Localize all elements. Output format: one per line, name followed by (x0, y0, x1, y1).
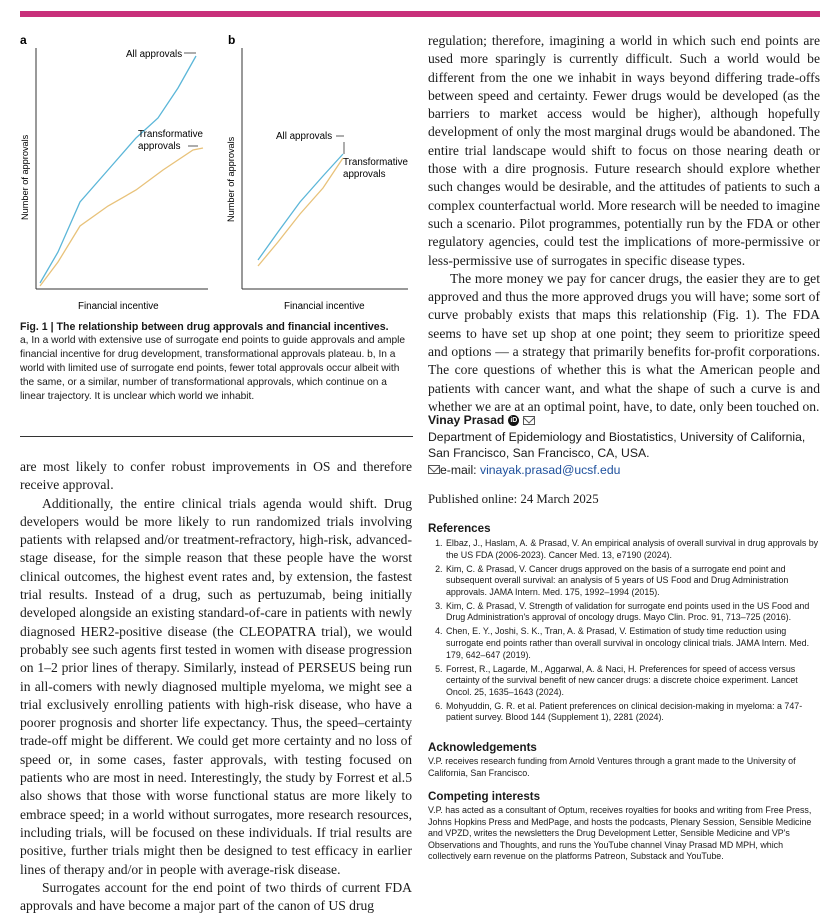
references-list (428, 538, 823, 724)
left-paragraph-2: Additionally, the entire clinical trials agenda would shift. Drug developers would be more likely to run randomized trials involving patients with relapsed and/or treatment-refractory, high-risk, advanced-stage disease, for the simple reason that these people have the worst clinical outcomes, the highest event rates and, by extension, the fastest trial results. Instead of a drug, such as pertuzumab, being initially developed alongside an existing standard-of-care in patients with newly diagnosed HER2-positive disease (the CLEOPATRA trial), we would probably see such agents first tested in women with disease progression on 1–2 prior lines of therapy. Similarly, instead of PERSEUS being run in all-comers with newly diagnosed multiple myeloma, we might see a trial exclusively enrolling patients with high-risk disease, who have a poorer prognosis and shorter life expectancy. Thus, the speed–certainty trade-off might be different. We could get more certainty and no loss of speed or, in some cases, faster approvals, with testing focused on patients who are most in need. Interestingly, the study by Forrest et al.5 also shows that those with worse functional status are more likely to embrace speed; in a world without surrogates, more research resources, including trials, will be focused on these individuals. If trial results are positive, further trials might then be designed to test efficacy in earlier lines of therapy and/or in people with average-risk disease. (20, 495, 412, 877)
orcid-icon[interactable]: iD (510, 416, 518, 424)
figure-caption-body: a, In a world with extensive use of surrogate end points to guide approvals and ample financial incentive for drug development, transformational approvals plateau. b, In a world with limited use of surrogate end points, fewer total approvals occur albeit with the same, or a similar, number of transformational approvals, which continue on a linear trajectory. It is unclear which world we inhabit. (20, 335, 406, 403)
reference-item: 2. Kim, C. & Prasad, V. Cancer drugs approved on the basis of a surrogate end point and subsequent overall survival: an analysis of 5 years of US Food and Drug Administration approvals. JAMA Intern. Med. 175, 1992–1994 (2015). (445, 564, 823, 599)
panel-b-label-transformative-1: Transformative (343, 157, 408, 168)
figure-caption (20, 320, 412, 405)
left-paragraph-1: are most likely to confer robust improvements in OS and therefore receive approval. (20, 459, 412, 493)
panel-a-label: a (20, 33, 27, 47)
reference-item: 6. Mohyuddin, G. R. et al. Patient preferences on clinical decision-making in myeloma: a 747-patient survey. Blood 144 (Supplement 1), 2281 (2024). (445, 701, 823, 724)
references-heading: References (428, 522, 491, 535)
figure-caption-title: Fig. 1 | The relationship between drug approvals and financial incentives. (20, 321, 389, 333)
reference-item: 5. Forrest, R., Lagarde, M., Aggarwal, A. & Naci, H. Preferences for speed of access versus certainty of the survival benefit of new cancer drugs: a discrete choice experiment. Lancet Oncol. 25, 1635–1643 (2024). (445, 664, 823, 699)
left-paragraph-3: Surrogates account for the end point of two thirds of current FDA approvals and have become a major part of the canon of US drug (20, 879, 412, 914)
figure-1 (18, 30, 413, 320)
reference-item: 4. Chen, E. Y., Joshi, S. K., Tran, A. & Prasad, V. Estimation of study time reduction using surrogate end points rather than overall survival in oncology clinical trials. JAMA Intern. Med. 179, 642–647 (2019). (445, 626, 823, 661)
author-name-row (428, 412, 820, 429)
panel-b-label-transformative-2: approvals (343, 169, 386, 180)
panel-b-series-all (258, 154, 343, 260)
panel-b-label-all: All approvals (276, 131, 333, 142)
panel-a-series-all (40, 56, 196, 283)
references-section (428, 522, 823, 726)
panel-a-series-transformative (40, 148, 203, 286)
email-label: e-mail: (440, 462, 480, 477)
author-affiliation: Department of Epidemiology and Biostatistics, University of California, San Francisco, San Francisco, CA, USA. (428, 429, 806, 460)
email-link[interactable]: vinayak.prasad@ucsf.edu (479, 462, 621, 477)
right-paragraph-1: regulation; therefore, imagining a world in which such end points are used more sparingly is currently difficult. Such a world would be different from the one we inhabit in ways beyond differing trade-offs between speed and certainty. Fewer drugs would be developed (as the barriers to market access would be higher), although hopefully development of only the most marginal drugs would be abandoned. The entire trial landscape would shift to focus on those nearing death or those with a dire prognosis. Future research should explore whether such changes would be desirable, and the attitudes of patients to such a complex counterfactual world. More research will be needed to imagine such a scenario. Pilot programmes, potentially run by the FDA or other regulatory agencies, could test the implications of more-permissive or less-permissive use of surrogates in specific disease types. (428, 33, 820, 268)
reference-item: 3. Kim, C. & Prasad, V. Strength of validation for surrogate end points used in the US Food and Drug Administration's approval of oncology drugs. Mayo Clin. Proc. 91, 713–725 (2016). (445, 601, 823, 624)
published-date: Published online: 24 March 2025 (428, 492, 599, 506)
author-email-row (428, 462, 820, 479)
competing-interests-section (428, 790, 823, 863)
journal-accent-bar (20, 11, 820, 17)
panel-b-xlabel: Financial incentive (284, 301, 365, 312)
panel-a-xlabel: Financial incentive (78, 301, 159, 312)
left-column-text (20, 458, 412, 915)
panel-a-label-transformative-2: approvals (138, 141, 181, 152)
reference-item: 1. Elbaz, J., Haslam, A. & Prasad, V. An empirical analysis of overall survival in drug approvals by the US FDA (2006-2023). Cancer Med. 13, e7190 (2024). (445, 538, 823, 561)
right-paragraph-2: The more money we pay for cancer drugs, the easier they are to get approved and thus the more approved drugs you will have; some sort of curve probably exists that maps this relationship (Fig. 1). The FDA seems to have set up shop at one point; they seem to prioritize speed and options — a strategy that primarily benefits for-profit corporations. The core questions of whether this is what the American people and patients with cancer want, and what the shape of such a curve is and whether we are at an optimal point, have, to date, only been touched on. (428, 270, 820, 414)
author-block (428, 412, 820, 478)
email-icon (428, 465, 440, 474)
competing-interests-body: V.P. has acted as a consultant of Optum, receives royalties for books and writing from Free Press, Johns Hopkins Press and MedPage, and hosts the podcasts, Plenary Session, Sensible Medicine and VPZD, writes the newsletters the Drug Development Letter, Sensible Medicine and VP's Observations and Thoughts, and runs the YouTube channel Vinay Prasad MD MPH, which collectively earn revenue on the platforms Patreon, Substack and YouTube. (428, 805, 812, 862)
panel-a-ylabel: Number of approvals (20, 134, 30, 220)
panel-a-label-all: All approvals (126, 49, 183, 60)
email-envelope-icon[interactable] (523, 416, 535, 425)
acknowledgements-heading: Acknowledgements (428, 741, 537, 754)
figure-1-svg (18, 30, 413, 320)
acknowledgements-body: V.P. receives research funding from Arnold Ventures through a grant made to the University of California, San Francisco. (428, 756, 796, 778)
panel-b-ylabel: Number of approvals (226, 136, 236, 222)
right-column-text (428, 32, 820, 416)
acknowledgements-section (428, 741, 823, 779)
panel-b-series-transformative (258, 158, 343, 266)
competing-interests-heading: Competing interests (428, 790, 541, 803)
panel-a-label-transformative-1: Transformative (138, 129, 203, 140)
figure-divider (20, 436, 413, 437)
panel-b-label: b (228, 33, 236, 47)
author-name: Vinay Prasad (428, 413, 505, 427)
